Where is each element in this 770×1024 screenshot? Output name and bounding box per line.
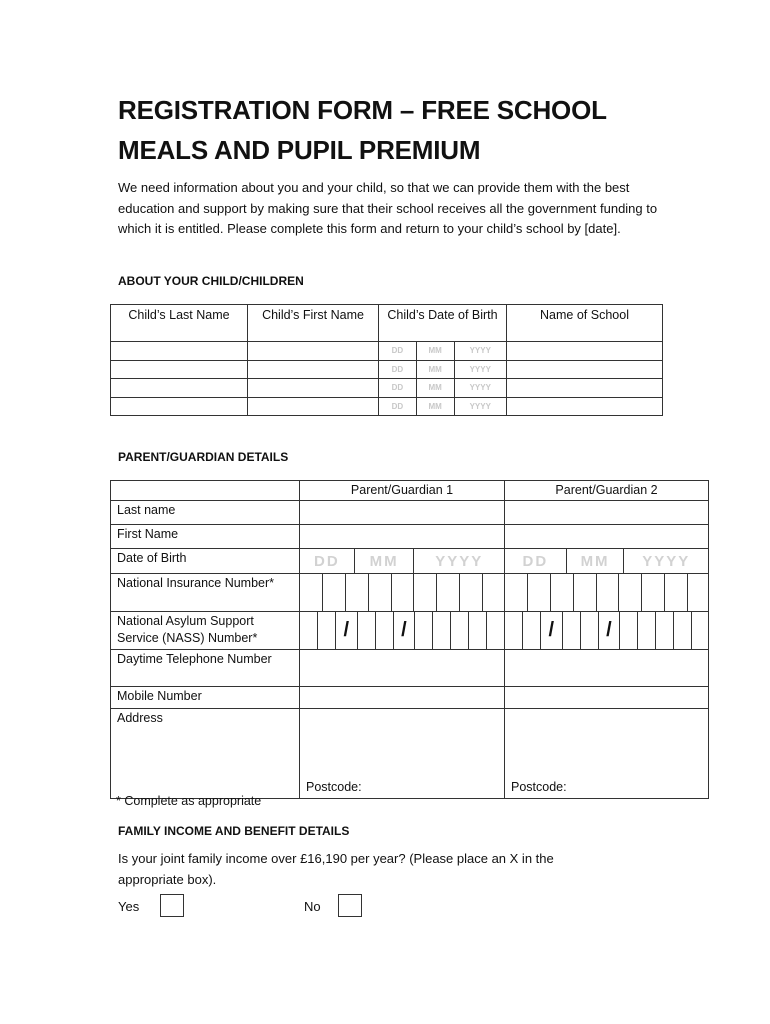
dob-day-box[interactable]: DD: [379, 342, 417, 360]
child-school-field[interactable]: [507, 360, 663, 379]
row-label-national-insurance: National Insurance Number*: [111, 574, 300, 612]
children-table-header: [111, 305, 663, 342]
nass-char-box[interactable]: [563, 612, 581, 649]
row-label-first-name: First Name: [111, 525, 300, 549]
parent-2-nass-number-field[interactable]: [505, 612, 709, 650]
nass-char-box[interactable]: [674, 612, 692, 649]
nass-char-box[interactable]: [318, 612, 336, 649]
table-row: [111, 709, 709, 799]
child-last-name-field[interactable]: [111, 342, 248, 361]
dob-day-box[interactable]: DD: [379, 398, 417, 416]
nass-char-box[interactable]: [469, 612, 487, 649]
row-label-last-name: Last name: [111, 501, 300, 525]
nass-char-box[interactable]: [505, 612, 523, 649]
parent-2-address-field[interactable]: [505, 709, 709, 799]
ni-char-box[interactable]: [437, 574, 460, 611]
child-last-name-field[interactable]: [111, 379, 248, 398]
income-question: Is your joint family income over £16,190 per year? (Please place an X in the appropriate box).: [118, 851, 554, 887]
dob-day-box[interactable]: DD: [505, 549, 567, 573]
nass-separator: /: [394, 612, 416, 649]
nass-char-box[interactable]: [358, 612, 376, 649]
dob-month-box[interactable]: MM: [567, 549, 625, 573]
parent-1-nass-number-field[interactable]: [300, 612, 505, 650]
dob-year-box[interactable]: YYYY: [642, 552, 691, 570]
ni-char-box[interactable]: [642, 574, 665, 611]
dob-month-box[interactable]: MM: [355, 549, 415, 573]
empty-header-cell: [111, 481, 300, 501]
parent-1-ni-number-field[interactable]: [300, 574, 505, 612]
dob-day-box[interactable]: DD: [300, 549, 355, 573]
ni-char-box[interactable]: [574, 574, 597, 611]
ni-char-box[interactable]: [551, 574, 574, 611]
parent-1-daytime-phone-field[interactable]: [300, 650, 505, 687]
table-row: [111, 687, 709, 709]
child-dob-field[interactable]: [379, 379, 507, 398]
dob-day-box[interactable]: DD: [379, 379, 417, 397]
dob-year-box[interactable]: YYYY: [469, 401, 491, 411]
nass-separator: /: [541, 612, 563, 649]
dob-month-box[interactable]: MM: [417, 398, 455, 416]
nass-char-box[interactable]: [415, 612, 433, 649]
children-table: [110, 304, 663, 416]
table-row: [111, 360, 663, 379]
parent-2-mobile-field[interactable]: [505, 687, 709, 709]
postcode-label: Postcode:: [306, 780, 362, 794]
column-header-parent-1: Parent/Guardian 1: [300, 481, 505, 501]
dob-year-box[interactable]: YYYY: [469, 364, 491, 374]
column-header-date-of-birth: Child’s Date of Birth: [379, 305, 507, 342]
nass-char-box[interactable]: [581, 612, 599, 649]
table-row: [111, 612, 709, 650]
child-school-field[interactable]: [507, 342, 663, 361]
child-first-name-field[interactable]: [248, 379, 379, 398]
parent-2-last-name-field[interactable]: [505, 501, 709, 525]
nass-char-box[interactable]: [300, 612, 318, 649]
ni-char-box[interactable]: [323, 574, 346, 611]
parent-2-daytime-phone-field[interactable]: [505, 650, 709, 687]
row-label-daytime-telephone: Daytime Telephone Number: [111, 650, 300, 687]
parent-2-ni-number-field[interactable]: [505, 574, 709, 612]
dob-month-box[interactable]: MM: [417, 342, 455, 360]
ni-char-box[interactable]: [597, 574, 620, 611]
dob-year-box[interactable]: YYYY: [469, 383, 491, 392]
children-section-heading: ABOUT YOUR CHILD/CHILDREN: [118, 274, 304, 288]
ni-char-box[interactable]: [483, 574, 504, 611]
ni-char-box[interactable]: [300, 574, 323, 611]
child-first-name-field[interactable]: [248, 360, 379, 379]
child-dob-field[interactable]: [379, 360, 507, 379]
ni-char-box[interactable]: [460, 574, 483, 611]
child-first-name-field[interactable]: [248, 342, 379, 361]
child-school-field[interactable]: [507, 379, 663, 398]
child-dob-field[interactable]: [379, 397, 507, 416]
parent-1-mobile-field[interactable]: [300, 687, 505, 709]
parent-1-first-name-field[interactable]: [300, 525, 505, 549]
nass-char-box[interactable]: [376, 612, 394, 649]
table-row: [111, 397, 663, 416]
ni-char-box[interactable]: [392, 574, 415, 611]
dob-month-box[interactable]: MM: [417, 361, 455, 379]
ni-char-box[interactable]: [688, 574, 708, 611]
table-row: [111, 549, 709, 574]
ni-char-box[interactable]: [505, 574, 528, 611]
child-first-name-field[interactable]: [248, 397, 379, 416]
nass-char-box[interactable]: [433, 612, 451, 649]
nass-char-box[interactable]: [638, 612, 656, 649]
child-dob-field[interactable]: [379, 342, 507, 361]
nass-separator: /: [336, 612, 358, 649]
nass-char-box[interactable]: [656, 612, 674, 649]
child-last-name-field[interactable]: [111, 360, 248, 379]
row-label-nass-number: National Asylum Support Service (NASS) Number*: [111, 612, 300, 650]
parent-section-heading: PARENT/GUARDIAN DETAILS: [118, 450, 289, 464]
parent-1-last-name-field[interactable]: [300, 501, 505, 525]
row-label-date-of-birth: Date of Birth: [111, 549, 300, 574]
ni-char-box[interactable]: [528, 574, 551, 611]
intro-paragraph: We need information about you and your child, so that we can provide them with the best education and support by making sure that their school receives all the government funding to which it is entitled. Please complete this form and return to your child’s school by [date].: [118, 180, 658, 236]
row-label-address: Address: [111, 709, 300, 799]
footnote: * Complete as appropriate: [116, 794, 262, 808]
table-row: [111, 650, 709, 687]
dob-day-box[interactable]: DD: [379, 361, 417, 379]
parent-details-table: [110, 480, 709, 799]
no-label: No: [304, 899, 321, 914]
row-label-mobile-number: Mobile Number: [111, 687, 300, 709]
parent-1-address-field[interactable]: [300, 709, 505, 799]
dob-year-box[interactable]: YYYY: [435, 552, 484, 570]
column-header-last-name: Child’s Last Name: [111, 305, 248, 342]
table-row: [111, 379, 663, 398]
parent-1-dob-field[interactable]: [300, 549, 505, 574]
nass-char-box[interactable]: [620, 612, 638, 649]
table-row: [111, 525, 709, 549]
nass-char-box[interactable]: [523, 612, 541, 649]
ni-char-box[interactable]: [346, 574, 369, 611]
column-header-school-name: Name of School: [507, 305, 663, 342]
ni-char-box[interactable]: [414, 574, 437, 611]
postcode-label: Postcode:: [511, 780, 567, 794]
income-section-heading: FAMILY INCOME AND BENEFIT DETAILS: [118, 824, 350, 838]
parent-2-dob-field[interactable]: [505, 549, 709, 574]
column-header-parent-2: Parent/Guardian 2: [505, 481, 709, 501]
table-row: [111, 342, 663, 361]
parent-table-header: [111, 481, 709, 501]
child-school-field[interactable]: [507, 397, 663, 416]
nass-separator: /: [599, 612, 621, 649]
no-checkbox[interactable]: [338, 894, 362, 917]
dob-year-box[interactable]: YYYY: [469, 346, 491, 355]
nass-char-box[interactable]: [451, 612, 469, 649]
table-row: [111, 501, 709, 525]
parent-2-first-name-field[interactable]: [505, 525, 709, 549]
nass-char-box[interactable]: [487, 612, 504, 649]
yes-label: Yes: [118, 899, 140, 914]
nass-char-box[interactable]: [692, 612, 708, 649]
ni-char-box[interactable]: [665, 574, 688, 611]
table-row: [111, 574, 709, 612]
child-last-name-field[interactable]: [111, 397, 248, 416]
yes-checkbox[interactable]: [160, 894, 184, 917]
page-title: REGISTRATION FORM – FREE SCHOOL MEALS AND PUPIL PREMIUM: [118, 95, 607, 165]
ni-char-box[interactable]: [369, 574, 392, 611]
ni-char-box[interactable]: [619, 574, 642, 611]
column-header-first-name: Child’s First Name: [248, 305, 379, 342]
dob-month-box[interactable]: MM: [417, 379, 455, 397]
